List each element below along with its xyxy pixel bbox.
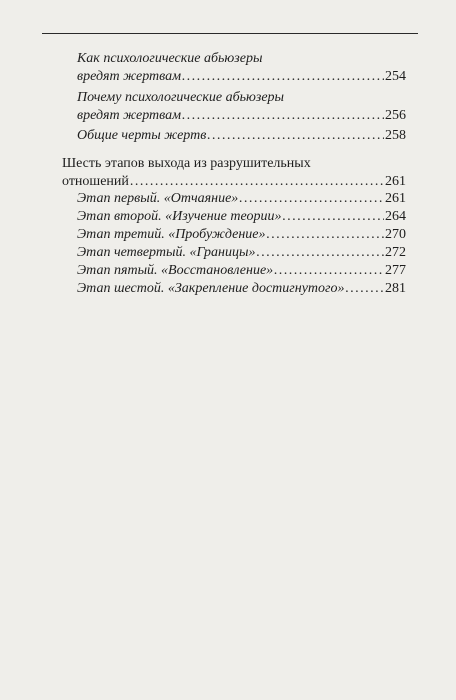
toc-entry-title: Общие черты жертв xyxy=(77,128,207,143)
toc-dot-leader xyxy=(207,127,384,145)
toc-entry-title-line1: Почему психологические абьюзеры xyxy=(77,90,285,105)
toc-entry-title-line1: Как психологические абьюзеры xyxy=(77,51,263,66)
toc-entry-title-line2: вредят жертвам xyxy=(77,69,182,84)
toc-dot-leader xyxy=(239,190,384,208)
toc-page-number: 258 xyxy=(385,128,406,143)
toc-entry-title: Этап первый. «Отчаяние» xyxy=(77,191,239,206)
toc-dot-leader xyxy=(346,280,385,298)
toc-section-entry xyxy=(62,155,406,191)
toc-entry xyxy=(77,226,406,244)
toc-page-number: 272 xyxy=(385,245,406,260)
toc-section-title-line2: отношений xyxy=(62,174,129,189)
toc-entry-title: Этап пятый. «Восстановление» xyxy=(77,263,274,278)
toc-entry xyxy=(77,244,406,262)
toc-entry xyxy=(77,89,406,125)
toc-entry xyxy=(77,280,406,298)
toc-page-number: 264 xyxy=(385,209,406,224)
toc-page-number: 270 xyxy=(385,227,406,242)
toc-entry xyxy=(77,262,406,280)
toc-section-title-line1: Шесть этапов выхода из разрушительных xyxy=(62,156,311,171)
toc-dot-leader xyxy=(182,68,384,86)
toc-entry xyxy=(77,50,406,86)
toc-entry-title: Этап шестой. «Закрепление достигнутого» xyxy=(77,281,345,296)
toc-entry xyxy=(77,190,406,208)
toc-page-number: 254 xyxy=(385,69,406,84)
toc-page-number: 256 xyxy=(385,108,406,123)
toc-entry-title: Этап третий. «Пробуждение» xyxy=(77,227,266,242)
toc-dot-leader xyxy=(274,262,384,280)
toc-dot-leader xyxy=(256,244,384,262)
header-rule xyxy=(42,33,418,34)
toc-page-number: 277 xyxy=(385,263,406,278)
toc-page-number: 281 xyxy=(385,281,406,296)
toc-entry-title: Этап второй. «Изучение теории» xyxy=(77,209,282,224)
toc-dot-leader xyxy=(130,173,384,191)
toc-entry xyxy=(77,127,406,145)
toc-entry-title: Этап четвертый. «Границы» xyxy=(77,245,256,260)
toc-page-number: 261 xyxy=(385,191,406,206)
toc-dot-leader xyxy=(267,226,385,244)
toc-dot-leader xyxy=(182,107,384,125)
toc-page-number: 261 xyxy=(385,174,406,189)
toc-entry-title-line2: вредят жертвам xyxy=(77,108,182,123)
toc-entry xyxy=(77,208,406,226)
toc-dot-leader xyxy=(283,208,384,226)
